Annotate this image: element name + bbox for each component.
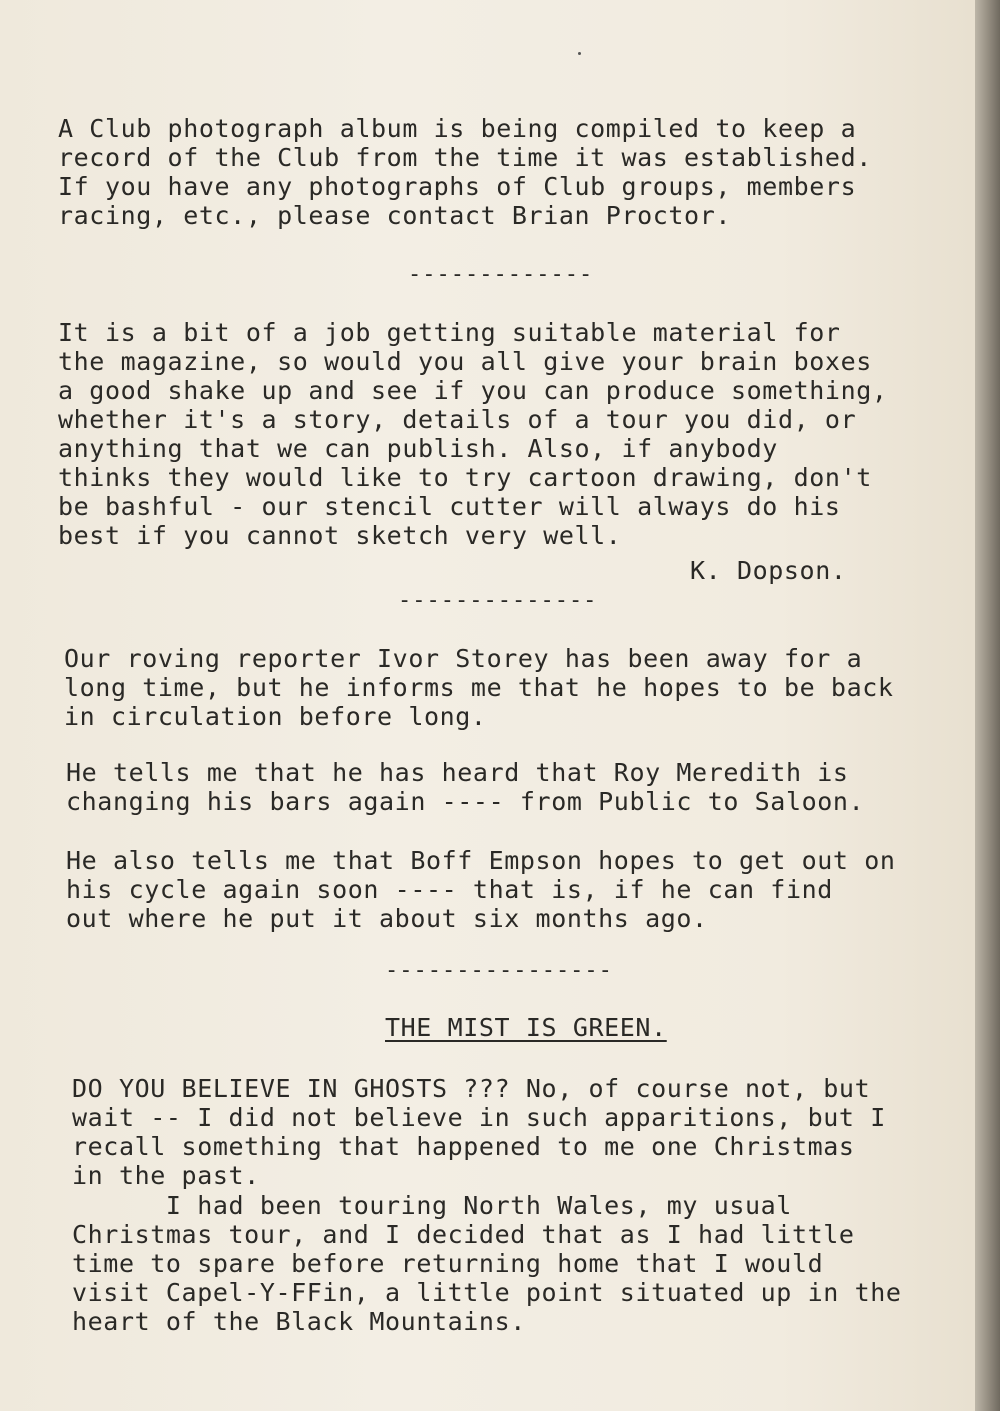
meredith-paragraph: He tells me that he has heard that Roy Meredith is changing his bars again ---- from Public to Saloon. xyxy=(66,758,865,816)
binding-edge xyxy=(975,0,1000,1411)
separator-3: ---------------- xyxy=(385,958,613,983)
separator-1: ------------- xyxy=(408,262,594,287)
separator-2: -------------- xyxy=(398,588,598,613)
story-paragraph-2: I had been touring North Wales, my usual Christmas tour, and I decided that as I had little time to spare before returning home that I would visit Capel-Y-FFin, a little point situated up in the heart of the Black Mountains. xyxy=(72,1191,902,1336)
signature: K. Dopson. xyxy=(690,556,847,585)
magazine-paragraph: It is a bit of a job getting suitable material for the magazine, so would you all give your brain boxes a good shake up and see if you can produce something, whether it's a story, details of a tour you did, or anything that we can publish. Also, if anybody thinks they would like to try cartoon drawing, don't be bashful - our stencil cutter will always do his best if you cannot sketch very well. xyxy=(58,318,888,550)
empson-paragraph: He also tells me that Boff Empson hopes to get out on his cycle again soon ---- that is, if he can find out where he put it about six months ago. xyxy=(66,846,896,933)
ink-dot xyxy=(578,52,581,55)
album-paragraph: A Club photograph album is being compiled to keep a record of the Club from the time it was established. If you have any photographs of Club groups, members racing, etc., please contact Brian Proctor. xyxy=(58,114,872,230)
story-paragraph-1: DO YOU BELIEVE IN GHOSTS ??? No, of course not, but wait -- I did not believe in such apparitions, but I recall something that happened to me one Christmas in the past. xyxy=(72,1074,886,1190)
reporter-paragraph: Our roving reporter Ivor Storey has been away for a long time, but he informs me that he hopes to be back in circulation before long. xyxy=(64,644,894,731)
story-title: THE MIST IS GREEN. xyxy=(385,1013,667,1042)
